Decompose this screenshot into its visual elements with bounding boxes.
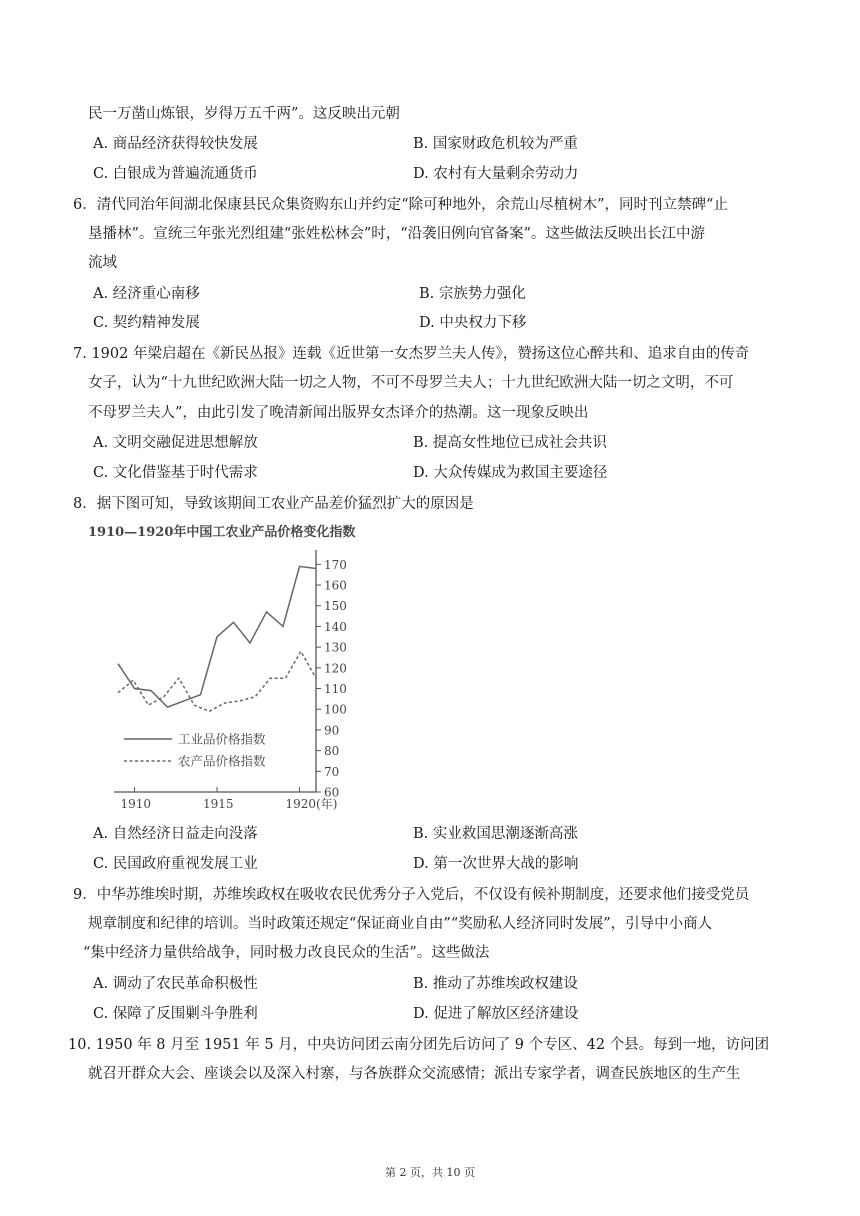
y-tick-label: 120 — [324, 661, 347, 676]
legend-label: 农产品价格指数 — [178, 753, 266, 769]
y-tick-label: 100 — [324, 702, 347, 717]
q8-option-c: C. 民国政府重视发展工业 — [93, 856, 258, 872]
y-tick-label: 140 — [324, 619, 347, 634]
q6-option-c: C. 契约精神发展 — [93, 315, 200, 331]
industrial-price-line — [118, 566, 316, 707]
q6-option-d: D. 中央权力下移 — [419, 315, 527, 331]
y-tick-label: 110 — [324, 682, 347, 697]
y-tick-label: 150 — [324, 599, 347, 614]
q8-stem: 8．据下图可知，导致该期间工农业产品差价猛烈扩大的原因是 — [73, 496, 474, 512]
q5-option-b: B. 国家财政危机较为严重 — [413, 136, 578, 152]
y-tick-label: 60 — [324, 785, 340, 800]
x-tick-label: 1915 — [203, 797, 234, 810]
q9-option-c: C. 保障了反围剿斗争胜利 — [93, 1006, 258, 1022]
q9-line-3: “集中经济力量供给战争，同时极力改良民众的生活”。这些做法 — [83, 945, 490, 961]
q9-line-2: 规章制度和纪律的培训。当时政策还规定“保证商业自由”“奖励私人经济同时发展”，引导中小商人 — [88, 916, 713, 932]
y-tick-label: 170 — [324, 557, 347, 572]
q9-option-a: A. 调动了农民革命积极性 — [93, 976, 258, 992]
page-footer: 第 2 页，共 10 页 — [385, 1166, 475, 1179]
price-index-chart — [84, 518, 384, 810]
q10-line-1: 10. 1950 年 8 月至 1951 年 5 月，中央访问团云南分团先后访问了 9 个专区、42 个县。每到一地，访问团 — [68, 1037, 770, 1053]
q9-option-d: D. 促进了解放区经济建设 — [413, 1006, 579, 1022]
y-tick-label: 90 — [324, 723, 340, 738]
y-tick-label: 80 — [324, 744, 340, 759]
q7-option-a: A. 文明交融促进思想解放 — [93, 435, 258, 451]
q7-line-1: 7. 1902 年梁启超在《新民丛报》连载《近世第一女杰罗兰夫人传》，赞扬这位心醉共和、追求自由的传奇 — [73, 346, 750, 362]
q7-option-c: C. 文化借鉴基于时代需求 — [93, 465, 258, 481]
q5-option-c: C. 白银成为普遍流通货币 — [93, 166, 258, 182]
y-tick-label: 160 — [324, 578, 347, 593]
legend-label: 工业品价格指数 — [178, 731, 266, 747]
q7-line-2: 女子，认为“十九世纪欧洲大陆一切之人物，不可不母罗兰夫人；十九世纪欧洲大陆一切之文明，不可 — [88, 375, 734, 391]
q5-stem-tail: 民一万凿山炼银，岁得万五千两”。这反映出元朝 — [88, 106, 400, 122]
q6-line-2: 垦播林”。宣统三年张光烈组建“张姓松林会”时，“沿袭旧例向官备案”。这些做法反映出长江中游 — [88, 226, 706, 242]
x-tick-label: 1920(年) — [285, 797, 338, 810]
q7-option-b: B. 提高女性地位已成社会共识 — [413, 435, 607, 451]
chart-lines — [118, 566, 316, 711]
y-tick-label: 130 — [324, 640, 347, 655]
q6-option-a: A. 经济重心南移 — [93, 286, 200, 302]
q5-option-a: A. 商品经济获得较快发展 — [93, 136, 258, 152]
q7-line-3: 不母罗兰夫人”，由此引发了晚清新闻出版界女杰译介的热潮。这一现象反映出 — [88, 405, 589, 421]
y-tick-label: 70 — [324, 764, 340, 779]
q9-option-b: B. 推动了苏维埃政权建设 — [413, 976, 578, 992]
q6-option-b: B. 宗族势力强化 — [419, 286, 526, 302]
chart-legend — [124, 732, 266, 769]
x-tick-label: 1910 — [120, 797, 152, 810]
q5-option-d: D. 农村有大量剩余劳动力 — [413, 166, 579, 182]
chart-axes — [114, 550, 347, 810]
q8-option-b: B. 实业救国思潮逐渐高涨 — [413, 826, 578, 842]
agricultural-price-line — [118, 651, 316, 711]
chart-title: 1910—1920年中国工农业产品价格变化指数 — [88, 525, 356, 540]
q10-line-2: 就召开群众大会、座谈会以及深入村寨，与各族群众交流感情；派出专家学者，调查民族地区的生产生 — [88, 1066, 741, 1082]
q6-line-3: 流域 — [88, 255, 117, 271]
q8-option-d: D. 第一次世界大战的影响 — [413, 856, 579, 872]
q6-line-1: 6．清代同治年间湖北保康县民众集资购东山并约定“除可种地外，余荒山尽植树木”，同时刊立禁碑“止 — [73, 197, 728, 213]
q7-option-d: D. 大众传媒成为救国主要途径 — [413, 465, 608, 481]
q8-option-a: A. 自然经济日益走向没落 — [93, 826, 258, 842]
q9-line-1: 9．中华苏维埃时期，苏维埃政权在吸收农民优秀分子入党后，不仅设有候补期制度，还要求他们接受党员 — [73, 887, 750, 903]
